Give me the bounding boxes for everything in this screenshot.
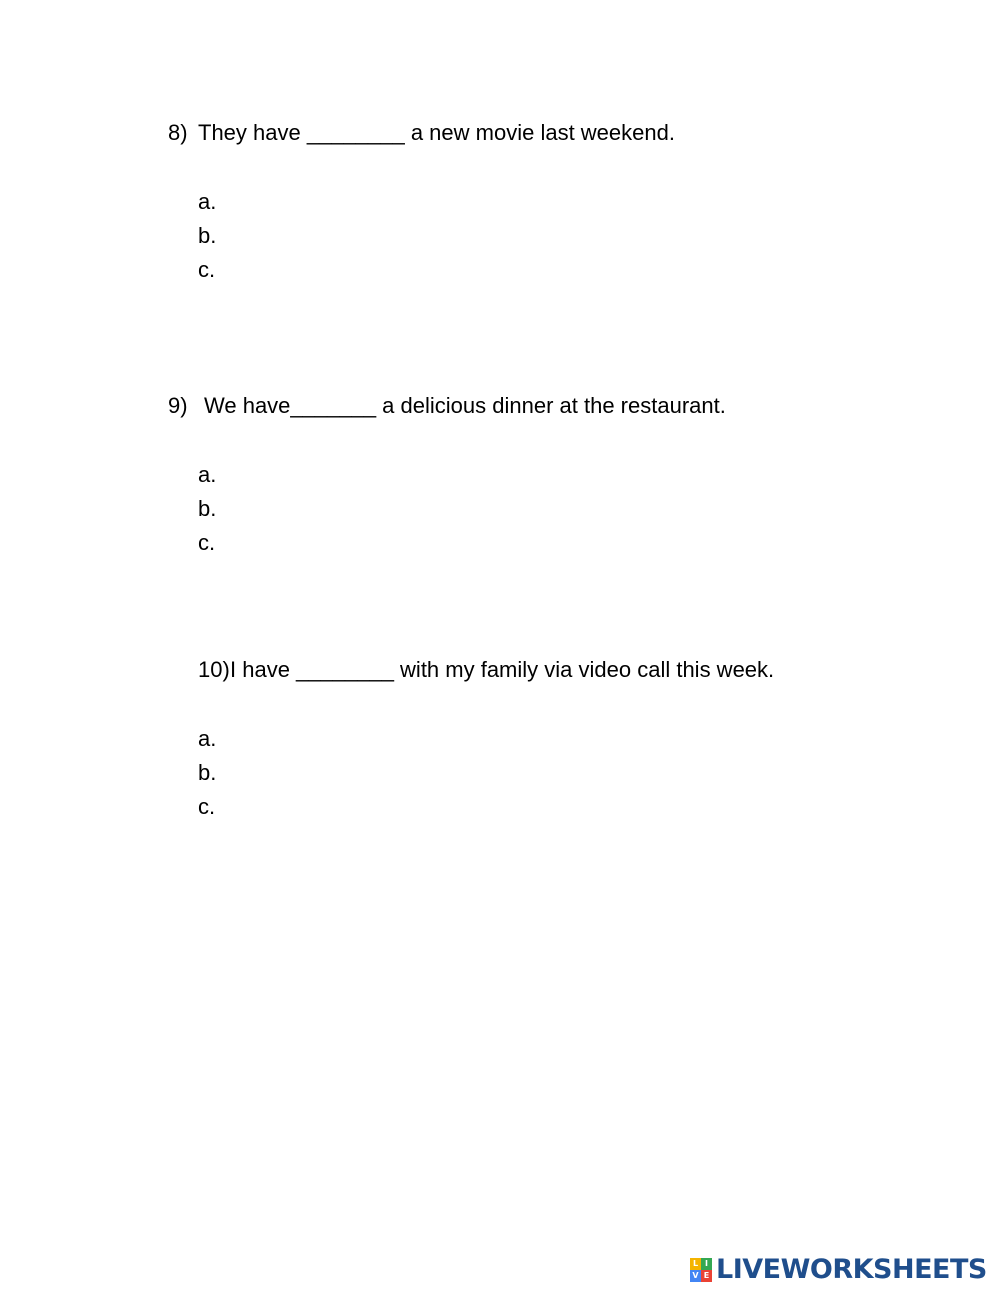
question-text: They have ________ a new movie last weekend. bbox=[198, 120, 675, 145]
question-text: I have ________ with my family via video call this week. bbox=[230, 657, 775, 682]
logo-mark-icon bbox=[690, 1258, 712, 1282]
logo-mark-tile: I bbox=[701, 1258, 712, 1270]
option-c: c. bbox=[198, 794, 216, 819]
option-c: c. bbox=[198, 257, 216, 282]
logo-mark-tile: E bbox=[701, 1270, 712, 1282]
option-b: b. bbox=[198, 760, 217, 785]
question-text: We have_______ a delicious dinner at the restaurant. bbox=[204, 393, 726, 418]
option-b: b. bbox=[198, 496, 217, 521]
option-c: c. bbox=[198, 530, 216, 555]
question-number: 10) bbox=[198, 657, 230, 682]
question-number: 8) bbox=[168, 120, 188, 145]
logo-mark-tile: V bbox=[690, 1270, 701, 1282]
logo-text: LIVEWORKSHEETS bbox=[716, 1254, 987, 1285]
liveworksheets-logo bbox=[690, 1256, 987, 1284]
question-number: 9) bbox=[168, 393, 188, 418]
option-a: a. bbox=[198, 726, 217, 751]
option-a: a. bbox=[198, 189, 217, 214]
option-b: b. bbox=[198, 223, 217, 248]
logo-mark-tile: L bbox=[690, 1258, 701, 1270]
option-a: a. bbox=[198, 462, 217, 487]
